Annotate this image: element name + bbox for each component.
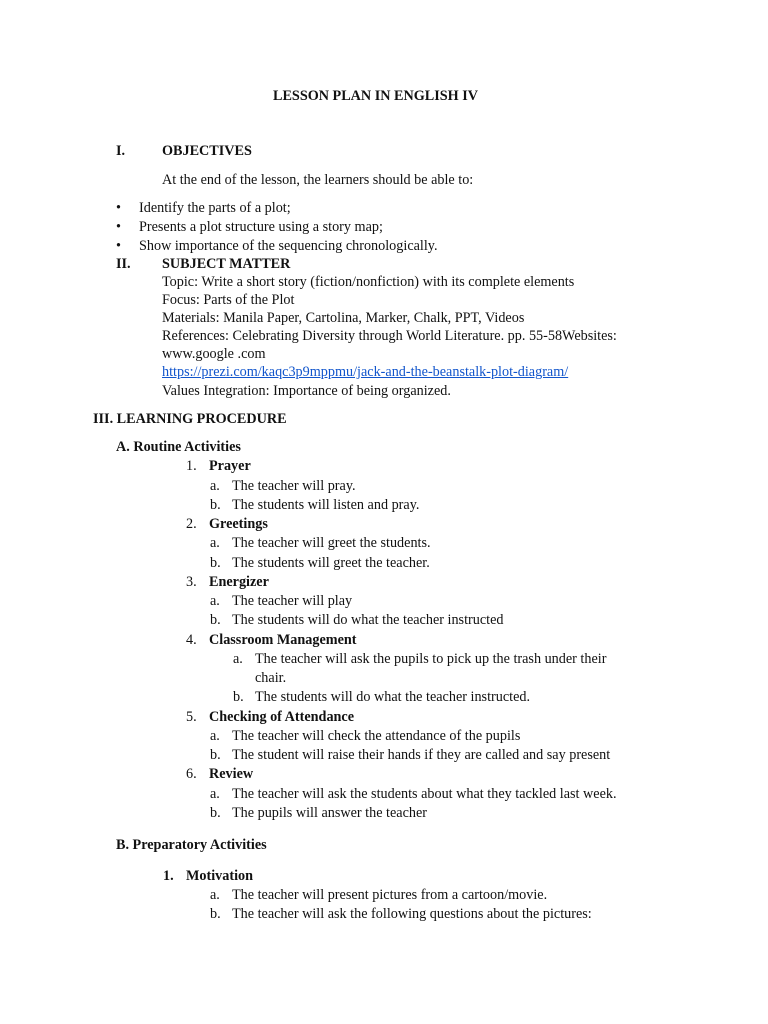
sub-letter: b. [210, 747, 221, 763]
learning-procedure-heading: III. LEARNING PROCEDURE [93, 411, 287, 427]
sub-item-text: The students will do what the teacher instructed [232, 612, 504, 628]
item-number: 4. [186, 632, 197, 648]
sub-item-text: The teacher will ask the following questions about the pictures: [232, 906, 592, 922]
objective-item: Presents a plot structure using a story map; [139, 219, 383, 235]
routine-item-title: Greetings [209, 516, 268, 532]
item-number: 6. [186, 766, 197, 782]
sub-item-text: The students will greet the teacher. [232, 555, 430, 571]
sub-letter: b. [210, 612, 221, 628]
objective-item: Identify the parts of a plot; [139, 200, 291, 216]
bullet-icon: • [116, 238, 121, 254]
motivation-number: 1. [163, 868, 174, 884]
materials-line: Materials: Manila Paper, Cartolina, Marker, Chalk, PPT, Videos [162, 310, 525, 326]
routine-item-title: Prayer [209, 458, 251, 474]
item-number: 1. [186, 458, 197, 474]
routine-activities-heading: A. Routine Activities [116, 439, 241, 455]
sub-letter: a. [210, 728, 220, 744]
sub-item-text: The teacher will pray. [232, 478, 356, 494]
sub-item-text: The students will listen and pray. [232, 497, 420, 513]
sub-item-text: The teacher will greet the students. [232, 535, 431, 551]
sub-item-text: The teacher will check the attendance of the pupils [232, 728, 521, 744]
sub-letter: a. [210, 478, 220, 494]
sub-letter: b. [233, 689, 244, 705]
sub-letter: b. [210, 555, 221, 571]
sub-letter: b. [210, 805, 221, 821]
objectives-heading: OBJECTIVES [162, 143, 252, 159]
sub-item-text: The teacher will play [232, 593, 353, 609]
values-integration-line: Values Integration: Importance of being organized. [162, 383, 451, 399]
objectives-numeral: I. [116, 143, 126, 159]
topic-line: Topic: Write a short story (fiction/nonfiction) with its complete elements [162, 274, 575, 290]
item-number: 3. [186, 574, 197, 590]
sub-letter: a. [233, 651, 243, 667]
sub-letter: a. [210, 887, 220, 903]
references-line: References: Celebrating Diversity through World Literature. pp. 55-58Websites: [162, 328, 617, 344]
objectives-intro: At the end of the lesson, the learners should be able to: [162, 172, 474, 188]
sub-letter: a. [210, 593, 220, 609]
website-line: www.google .com [162, 346, 266, 362]
sub-letter: b. [210, 906, 221, 922]
item-number: 2. [186, 516, 197, 532]
routine-item-title: Energizer [209, 574, 269, 590]
motivation-title: Motivation [186, 868, 253, 884]
sub-letter: a. [210, 786, 220, 802]
routine-item-title: Checking of Attendance [209, 709, 355, 725]
item-number: 5. [186, 709, 197, 725]
sub-item-text: The pupils will answer the teacher [232, 805, 428, 821]
sub-item-text: The teacher will present pictures from a cartoon/movie. [232, 887, 548, 903]
subject-matter-heading: SUBJECT MATTER [162, 256, 291, 272]
preparatory-activities-heading: B. Preparatory Activities [116, 837, 267, 853]
focus-line: Focus: Parts of the Plot [162, 292, 295, 308]
reference-link[interactable]: https://prezi.com/kaqc3p9mppmu/jack-and-the-beanstalk-plot-diagram/ [162, 364, 569, 380]
objective-item: Show importance of the sequencing chronologically. [139, 238, 438, 254]
sub-letter: b. [210, 497, 221, 513]
subject-matter-numeral: II. [116, 256, 131, 272]
sub-item-continuation: chair. [255, 670, 287, 686]
document-title: LESSON PLAN IN ENGLISH IV [273, 88, 478, 104]
sub-item-text: The teacher will ask the students about what they tackled last week. [232, 786, 617, 802]
routine-item-title: Classroom Management [209, 632, 357, 648]
sub-item-text: The students will do what the teacher instructed. [255, 689, 531, 705]
sub-letter: a. [210, 535, 220, 551]
bullet-icon: • [116, 200, 121, 216]
routine-item-title: Review [209, 766, 254, 782]
sub-item-text: The teacher will ask the pupils to pick up the trash under their [255, 651, 607, 667]
bullet-icon: • [116, 219, 121, 235]
sub-item-text: The student will raise their hands if they are called and say present [232, 747, 611, 763]
